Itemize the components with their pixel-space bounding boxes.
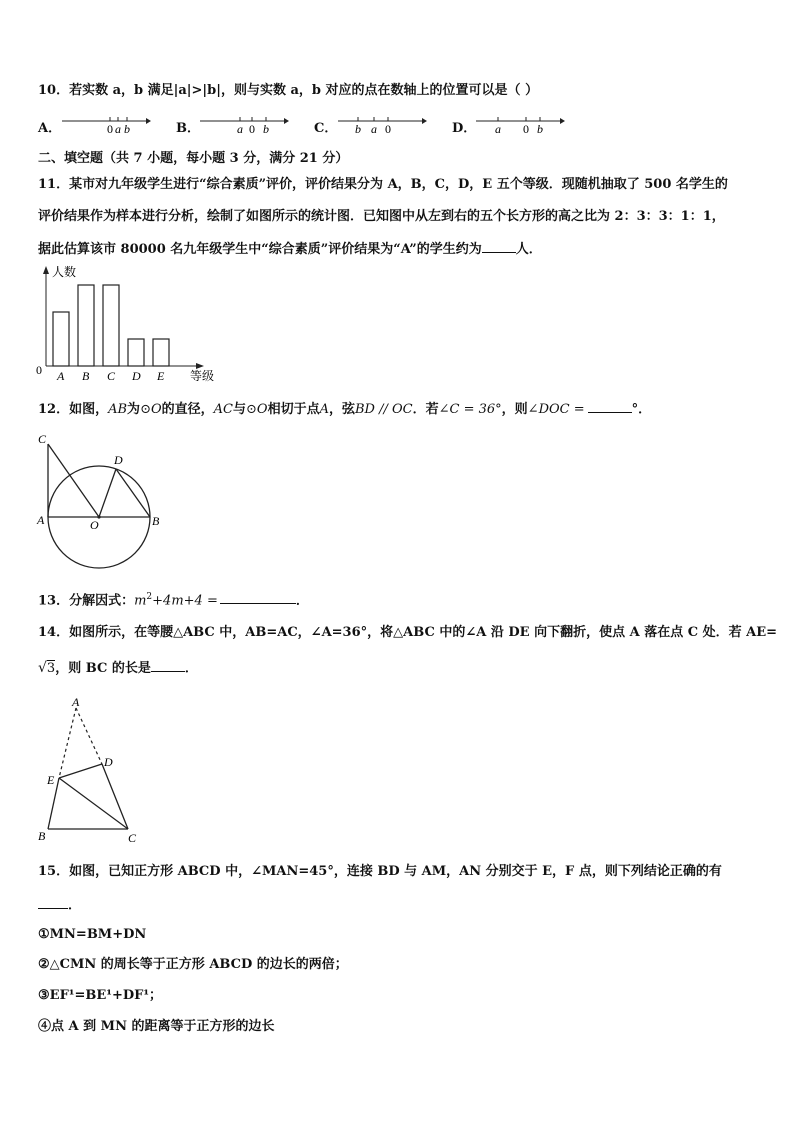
item-text: EF¹=BE¹+DF¹； <box>49 988 163 1003</box>
answer-blank[interactable] <box>38 896 68 909</box>
q10-stem: 10．若实数 a，b 满足|a|>|b|，则与实数 a，b 对应的点在数轴上的位置可以是（ ） <box>38 83 539 98</box>
tick-zero: 0 <box>385 122 391 136</box>
dashed-ad <box>76 708 102 764</box>
q10-option-d-label: D． <box>452 121 477 136</box>
item-number: ① <box>38 927 50 942</box>
answer-blank[interactable] <box>151 659 185 672</box>
q13-stem <box>38 588 309 610</box>
tick-a: a <box>371 122 377 136</box>
q10-option-b-label: B． <box>176 121 200 136</box>
q12-text: 相切于点 <box>267 402 320 417</box>
expr-exponent: 2 <box>146 592 153 602</box>
origin-label: 0 <box>36 363 42 377</box>
tick-label-e: E <box>157 369 165 383</box>
q11-line-1: 11．某市对九年级学生进行“综合素质”评价，评价结果分为 A，B，C，D，E 五个等级．现随机抽取了 500 名学生的 <box>38 177 728 192</box>
q12-text: 为 <box>127 402 141 417</box>
tick-b: b <box>263 122 269 136</box>
answer-blank[interactable] <box>588 400 632 413</box>
q14-figure <box>32 692 152 852</box>
q15-line-1: 15．如图，已知正方形 ABCD 中，∠MAN=45°，连接 BD 与 AM，AN 分别交于 E，F 点，则下列结论正确的有 <box>38 864 722 879</box>
angle-c: ∠C = 36° <box>438 402 502 417</box>
tick-a: a <box>495 122 501 136</box>
section-heading: 二、填空题（共 7 小题，每小题 3 分，满分 21 分） <box>38 151 349 166</box>
y-axis-label: 人数 <box>52 265 77 279</box>
q15-item-3 <box>38 987 162 1005</box>
bar-a <box>53 312 69 366</box>
bar-c <box>103 285 119 366</box>
bar-d <box>128 339 144 366</box>
segment-od <box>99 469 116 517</box>
item-text: △CMN 的周长等于正方形 ABCD 的边长的两倍； <box>49 957 348 972</box>
answer-blank[interactable] <box>220 591 296 604</box>
q14-line-2 <box>38 659 198 678</box>
label-c: C <box>38 432 47 446</box>
tick-b: b <box>124 122 130 136</box>
q15-item-2 <box>38 956 348 974</box>
tick-b: b <box>355 122 361 136</box>
q14-line-1: 14．如图所示，在等腰△ABC 中，AB=AC，∠A=36°，将△ABC 中的∠A 沿 DE 向下翻折，使点 A 落在点 C 处．若 AE= <box>38 625 778 640</box>
q15-line-2 <box>38 896 81 915</box>
item-number: ② <box>38 957 50 972</box>
circle-o: ⊙O <box>140 402 162 417</box>
label-b: B <box>152 514 160 528</box>
circle-o: ⊙O <box>246 402 268 417</box>
q12-text: 的直径， <box>161 402 214 417</box>
q12-text: ，则 <box>501 402 528 417</box>
q11-line-3 <box>38 240 542 259</box>
q13-text: 13．分解因式： <box>38 593 135 609</box>
y-axis-arrow <box>43 266 49 274</box>
x-axis-label: 等级 <box>190 369 215 383</box>
label-e: E <box>47 773 55 787</box>
q15-item-1 <box>38 926 146 944</box>
item-text: 点 A 到 MN 的距离等于正方形的边长 <box>51 1019 275 1034</box>
item-number: ④ <box>38 1019 52 1034</box>
q11-line-3-end: 人． <box>515 242 542 257</box>
label-d: D <box>104 755 113 769</box>
q12-text: ，弦 <box>328 402 355 417</box>
item-text: MN=BM+DN <box>49 927 147 942</box>
tick-label-b: B <box>82 369 90 383</box>
tick-label-d: D <box>132 369 141 383</box>
label-c: C <box>128 831 137 845</box>
expr-m: m <box>134 593 147 609</box>
q10-option-c-numberline <box>336 113 428 137</box>
q12-stem <box>38 400 651 419</box>
tick-b: b <box>537 122 543 136</box>
fold-de <box>59 764 102 778</box>
label-d: D <box>114 453 123 467</box>
q12-figure <box>32 428 172 578</box>
bar-e <box>153 339 169 366</box>
q11-line-2: 评价结果作为样本进行分析，绘制了如图所示的统计图．已知图中从左到右的五个长方形的高之比为 2：3：3：1：1， <box>38 209 725 224</box>
seg-ab: AB <box>108 402 128 417</box>
q10-option-d-numberline <box>474 113 566 137</box>
label-o: O <box>90 518 99 532</box>
q10-option-b-numberline <box>198 113 290 137</box>
bar-chart <box>28 262 228 386</box>
dashed-ae <box>59 708 76 778</box>
tick-a: a <box>237 122 243 136</box>
q12-text: ．若 <box>412 402 439 417</box>
q15-item-4 <box>38 1018 274 1036</box>
tick-label-a: A <box>57 369 65 383</box>
q12-end: °． <box>631 402 652 417</box>
answer-blank[interactable] <box>482 240 516 253</box>
tick-label-c: C <box>107 369 116 383</box>
q12-text: 12．如图， <box>38 402 109 417</box>
seg-ac: AC <box>213 402 233 417</box>
tick-zero: 0 <box>523 122 529 136</box>
q15-end: ． <box>68 898 82 913</box>
chord-bd <box>116 469 150 517</box>
expr-rest: +4m+4 = <box>152 593 218 609</box>
q10-option-a-label: A． <box>38 121 62 136</box>
q14-text: ，则 BC 的长是 <box>55 661 151 676</box>
item-number: ③ <box>38 988 50 1003</box>
tick-zero: 0 <box>249 122 255 136</box>
q10-option-a-numberline <box>60 113 152 137</box>
sqrt-value: 3 <box>46 661 56 676</box>
label-a: A <box>37 513 45 527</box>
label-a: A <box>72 695 80 709</box>
tick-a: a <box>115 122 121 136</box>
label-b: B <box>38 829 46 843</box>
bar-b <box>78 285 94 366</box>
segment-co <box>48 444 99 517</box>
q10-option-c-label: C． <box>314 121 338 136</box>
q13-end: ． <box>295 593 309 609</box>
q11-line-3-text: 据此估算该市 80000 名九年级学生中“综合素质”评价结果为“A”的学生约为 <box>38 242 482 257</box>
angle-doc: ∠DOC = <box>527 402 585 417</box>
q12-text: 与 <box>232 402 246 417</box>
sqrt-symbol: √ <box>38 660 47 676</box>
q14-end: ． <box>184 661 198 676</box>
tick-zero: 0 <box>107 122 113 136</box>
point-a: A <box>319 402 329 417</box>
parallel-chord: BD // OC <box>354 402 413 417</box>
